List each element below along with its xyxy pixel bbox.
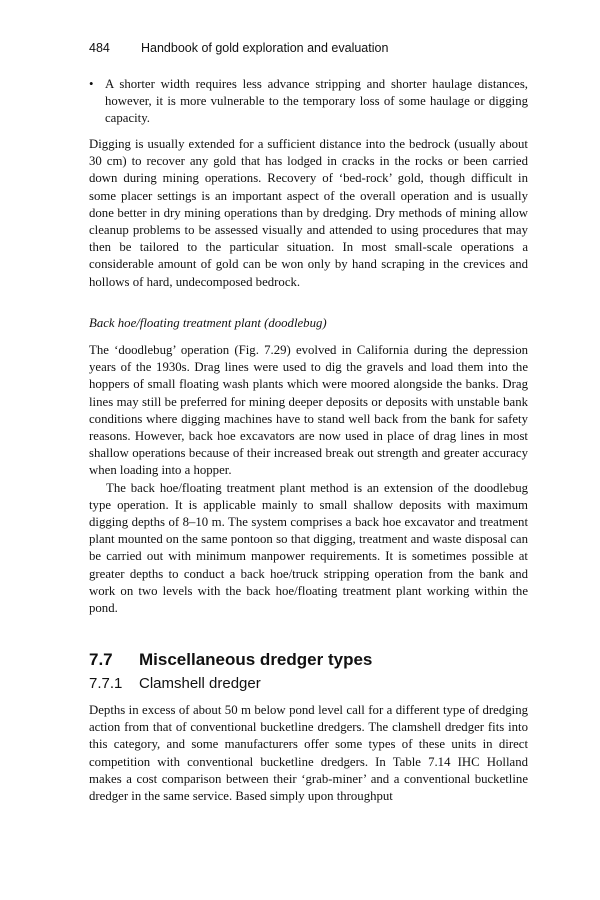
doodlebug-text bbox=[89, 342, 528, 617]
subsection-title: Clamshell dredger bbox=[139, 675, 261, 692]
paragraph-clamshell: Depths in excess of about 50 m below pond level call for a different type of dredging action from that of conventional bucketline dredgers. The clamshell dredger fits into this category, and some manufacturers offer some types of these units in direct competition with conventional bucketline dredgers. In Table 7.14 IHC Holland makes a cost comparison between their ‘grab-miner’ and a conventional bucketline dredger in the same service. Based simply upon throughput bbox=[89, 703, 528, 804]
running-header bbox=[89, 41, 529, 55]
bullet-list bbox=[89, 76, 528, 128]
paragraph-doodlebug-history: The ‘doodlebug’ operation (Fig. 7.29) evolved in California during the depression years of the 1930s. Drag lines were used to dig the gravels and load them into the hoppers of small floating wash plants which were moored alongside the banks. Drag lines may still be preferred for mining deeper deposits or deposits with unstable bank conditions where digging machines have to stand well back from the bank for safety reasons. However, back hoe excavators are now used in place of drag lines in most shallow operations because of their increased break out strength and greater accuracy when loading into a hopper. bbox=[89, 343, 528, 478]
subsection-heading bbox=[89, 675, 261, 692]
page-number: 484 bbox=[89, 41, 110, 55]
paragraph-bedrock-digging: Digging is usually extended for a sufficient distance into the bedrock (usually about 30 cm) to recover any gold that has lodged in cracks in the rocks or been carried down during mining operations. Recovery of ‘bed-rock’ gold, though difficult in some placer settings is an important aspect of the overall operation and is usually done better in dry mining operations than by dredging. Dry methods of mining allow cleanup problems to be assessed visually and attended to using procedures that may then be tailored to the particular situation. In most small-scale operations a considerable amount of gold can be won only by hand scraping in the crevices and hollows of hard, undecomposed bedrock. bbox=[89, 137, 528, 289]
bullet-marker: • bbox=[89, 77, 94, 91]
section-title: Miscellaneous dredger types bbox=[139, 650, 373, 669]
section-heading bbox=[89, 650, 372, 670]
bullet-text: A shorter width requires less advance stripping and shorter haulage distances, however, it is more vulnerable to the temporary loss of some haulage or digging capacity. bbox=[105, 77, 528, 126]
paragraph-back-hoe-method: The back hoe/floating treatment plant method is an extension of the doodlebug type operation. It is applicable mainly to small shallow deposits with maximum digging depths of 8–10 m. The system comprises a back hoe excavator and treatment plant mounted on the same pontoon so that digging, treatment and waste disposal can be carried out with minimum manpower requirements. It is sometimes possible at greater depths to conduct a back hoe/truck stripping operation from the bank and work on two levels with the back hoe/floating treatment plant working within the pond. bbox=[89, 480, 528, 616]
section-number: 7.7 bbox=[89, 650, 113, 669]
subsection-number: 7.7.1 bbox=[89, 675, 123, 692]
running-title: Handbook of gold exploration and evaluation bbox=[141, 41, 389, 55]
subheading-doodlebug: Back hoe/floating treatment plant (doodlebug) bbox=[89, 316, 327, 330]
bullet-item bbox=[89, 76, 528, 128]
